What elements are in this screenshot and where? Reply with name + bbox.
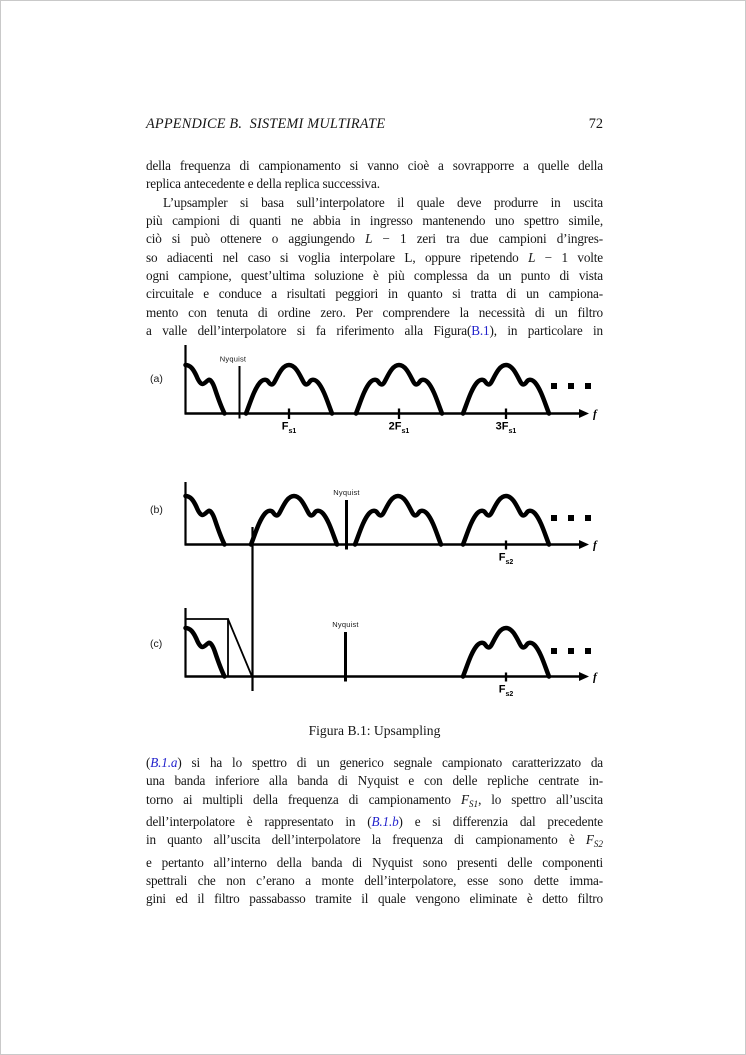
text-line [146, 249, 603, 267]
axis-tick-label: $F_{s2}$ [498, 683, 514, 698]
nyquist-label: Nyquist [219, 354, 247, 364]
spectrum-diagram-c [150, 608, 598, 698]
text-line [146, 831, 603, 853]
axis-arrowhead [579, 540, 589, 549]
paragraph [146, 754, 603, 909]
text-line [146, 772, 603, 790]
spectrum-replica-curve [356, 365, 442, 414]
text-segment: so adiacenti nel caso si voglia interpolare L, oppure ripetendo [146, 249, 529, 265]
spectrum-replica-curve [251, 496, 337, 545]
nyquist-label: Nyquist [332, 620, 359, 629]
text-line [146, 791, 603, 813]
text-segment: − 1 volte [535, 249, 603, 265]
nyquist-label: Nyquist [333, 488, 360, 497]
text-segment: gini ed il filtro passabasso tramite il quale vengono eliminate è detto filtro [146, 891, 603, 907]
text-segment: della frequenza di campionamento si vanno cioè a sovrapporre a quelle della [146, 158, 603, 173]
spectrum-replica-curve [463, 365, 549, 414]
frequency-axis-label: f [593, 408, 597, 421]
baseband-spectrum-curve [186, 496, 225, 545]
text-segment: ), in particolare in [489, 322, 603, 338]
spectrum-diagram-a [150, 345, 598, 435]
axis-tick-label: $3F_{s1}$ [495, 420, 517, 435]
text-segment: S1 [468, 798, 479, 809]
figure-b1 [141, 336, 611, 721]
text-segment: una banda inferiore alla banda di Nyquist e con delle repliche centrate in- [146, 773, 603, 789]
text-segment: , lo spettro all’uscita [478, 791, 603, 807]
text-segment: ) si ha lo spettro di un generico segnale campionato caratterizzato da [177, 755, 603, 770]
text-line [146, 267, 603, 285]
panel-label: (a) [150, 373, 163, 385]
baseband-spectrum-curve [186, 365, 225, 414]
text-segment: L [365, 231, 373, 247]
text-segment: L [528, 249, 536, 265]
text-line [146, 304, 603, 322]
ellipsis-dots [551, 515, 591, 521]
text-segment: torno ai multipli della frequenza di campionamento [146, 791, 461, 807]
axis-tick-label: $2F_{s1}$ [388, 420, 410, 435]
text-line [146, 872, 603, 890]
panel-label: (b) [150, 504, 163, 516]
text-segment: ogni campione, quest’ultima soluzione è più complessa da un punto di vista [146, 267, 603, 283]
text-segment: F [585, 832, 594, 848]
axis-arrowhead [579, 409, 589, 418]
text-segment: − 1 zeri tra due campioni d’ingres- [372, 231, 603, 247]
text-segment: a valle dell’interpolatore si fa riferimento alla Figura( [146, 322, 472, 338]
text-segment: L’upsampler si basa sull’interpolatore il quale deve produrre in uscita [163, 194, 603, 210]
text-segment: circuitale e conduce a risultati peggiori in quanto si tratta di un campiona- [146, 286, 603, 302]
text-segment: F [460, 791, 469, 807]
text-segment: e pertanto all’interno della banda di Nyquist sono presenti delle componenti [146, 854, 603, 870]
spectrum-replica-curve [463, 496, 549, 545]
text-segment: dell’interpolatore è rappresentato in ( [146, 813, 372, 829]
frequency-axis-label: f [593, 539, 597, 552]
paragraph [146, 157, 603, 340]
text-segment: spettrali che non c’erano a monte dell’interpolatore, esse sono dette imma- [146, 872, 603, 888]
text-line [146, 285, 603, 303]
figure-reference-link[interactable]: B.1.a [150, 755, 178, 770]
axis-tick-label: $F_{s2}$ [498, 551, 514, 566]
text-line [146, 813, 603, 831]
figure-reference-link[interactable]: B.1 [471, 322, 490, 338]
ellipsis-dots [551, 648, 591, 654]
text-line [146, 175, 603, 193]
text-segment: ciò si può ottenere o aggiungendo [146, 231, 366, 247]
spectrum-replica-curve [355, 496, 441, 545]
baseband-spectrum-curve [186, 628, 225, 677]
panel-label: (c) [150, 638, 163, 650]
running-header [146, 115, 603, 133]
text-line [146, 890, 603, 908]
axis-arrowhead [579, 672, 589, 681]
header-title: APPENDICE B. SISTEMI MULTIRATE [146, 116, 386, 132]
figure-b1-svg [141, 336, 611, 721]
ellipsis-dots [551, 383, 591, 389]
text-segment: mento con tenuta di ordine zero. Per comprendere la necessità di un filtro [146, 304, 603, 320]
text-line [146, 212, 603, 230]
text-line [146, 230, 603, 248]
filter-rolloff-line [228, 619, 252, 677]
text-segment: ) e si differenzia dal precedente [398, 813, 603, 829]
figure-reference-link[interactable]: B.1.b [371, 813, 399, 829]
page-number: 72 [588, 116, 603, 132]
text-segment: in quanto all’uscita dell’interpolatore la frequenza di campionamento è [146, 832, 586, 848]
text-line [146, 194, 603, 212]
spectrum-replica-curve [463, 628, 549, 677]
text-segment: più campioni di quanti ne abbia in ingresso mantenendo uno spettro simile, [146, 212, 603, 228]
text-line [146, 157, 603, 175]
text-line [146, 754, 603, 772]
figure-caption: Figura B.1: Upsampling [308, 723, 441, 738]
frequency-axis-label: f [593, 671, 597, 684]
text-segment: replica antecedente e della replica successiva. [146, 176, 380, 192]
text-line [146, 854, 603, 872]
spectrum-replica-curve [246, 365, 332, 414]
text-segment: S2 [593, 839, 603, 850]
axis-tick-label: $F_{s1}$ [281, 420, 297, 435]
text-segment: ( [146, 755, 151, 770]
